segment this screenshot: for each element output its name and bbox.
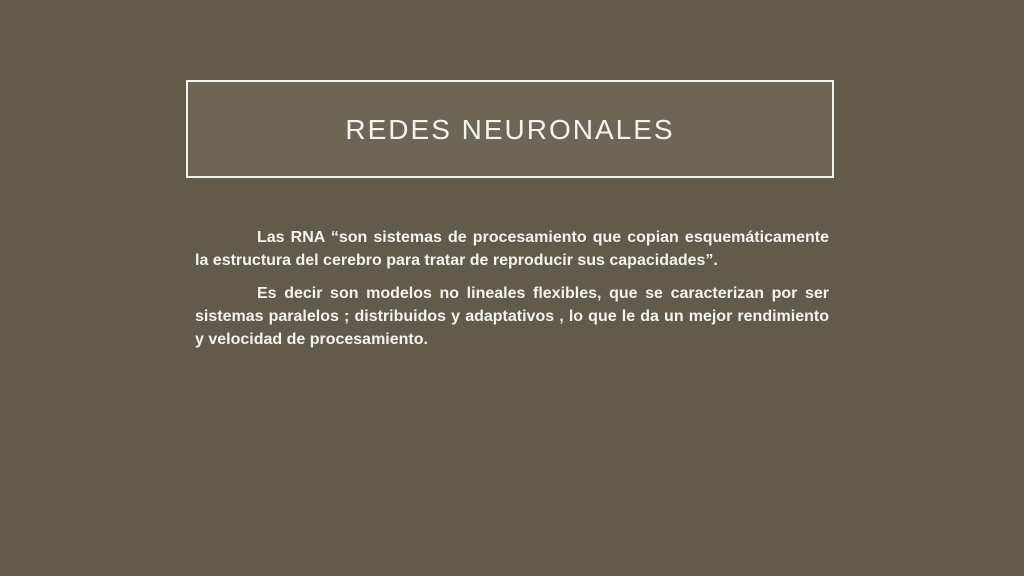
slide-title: REDES NEURONALES <box>345 114 675 145</box>
body-paragraph-2: Es decir son modelos no lineales flexibles, que se caracterizan por ser sistemas paralelos ; distribuidos y adaptativos , lo que le da un mejor rendimiento y velocidad de procesamiento. <box>195 285 829 348</box>
body-paragraph-1: Las RNA “son sistemas de procesamiento que copian esquemáticamente la estructura del cerebro para tratar de reproducir sus capacidades”. <box>195 229 829 269</box>
slide-body <box>195 226 829 351</box>
title-box <box>186 80 834 178</box>
